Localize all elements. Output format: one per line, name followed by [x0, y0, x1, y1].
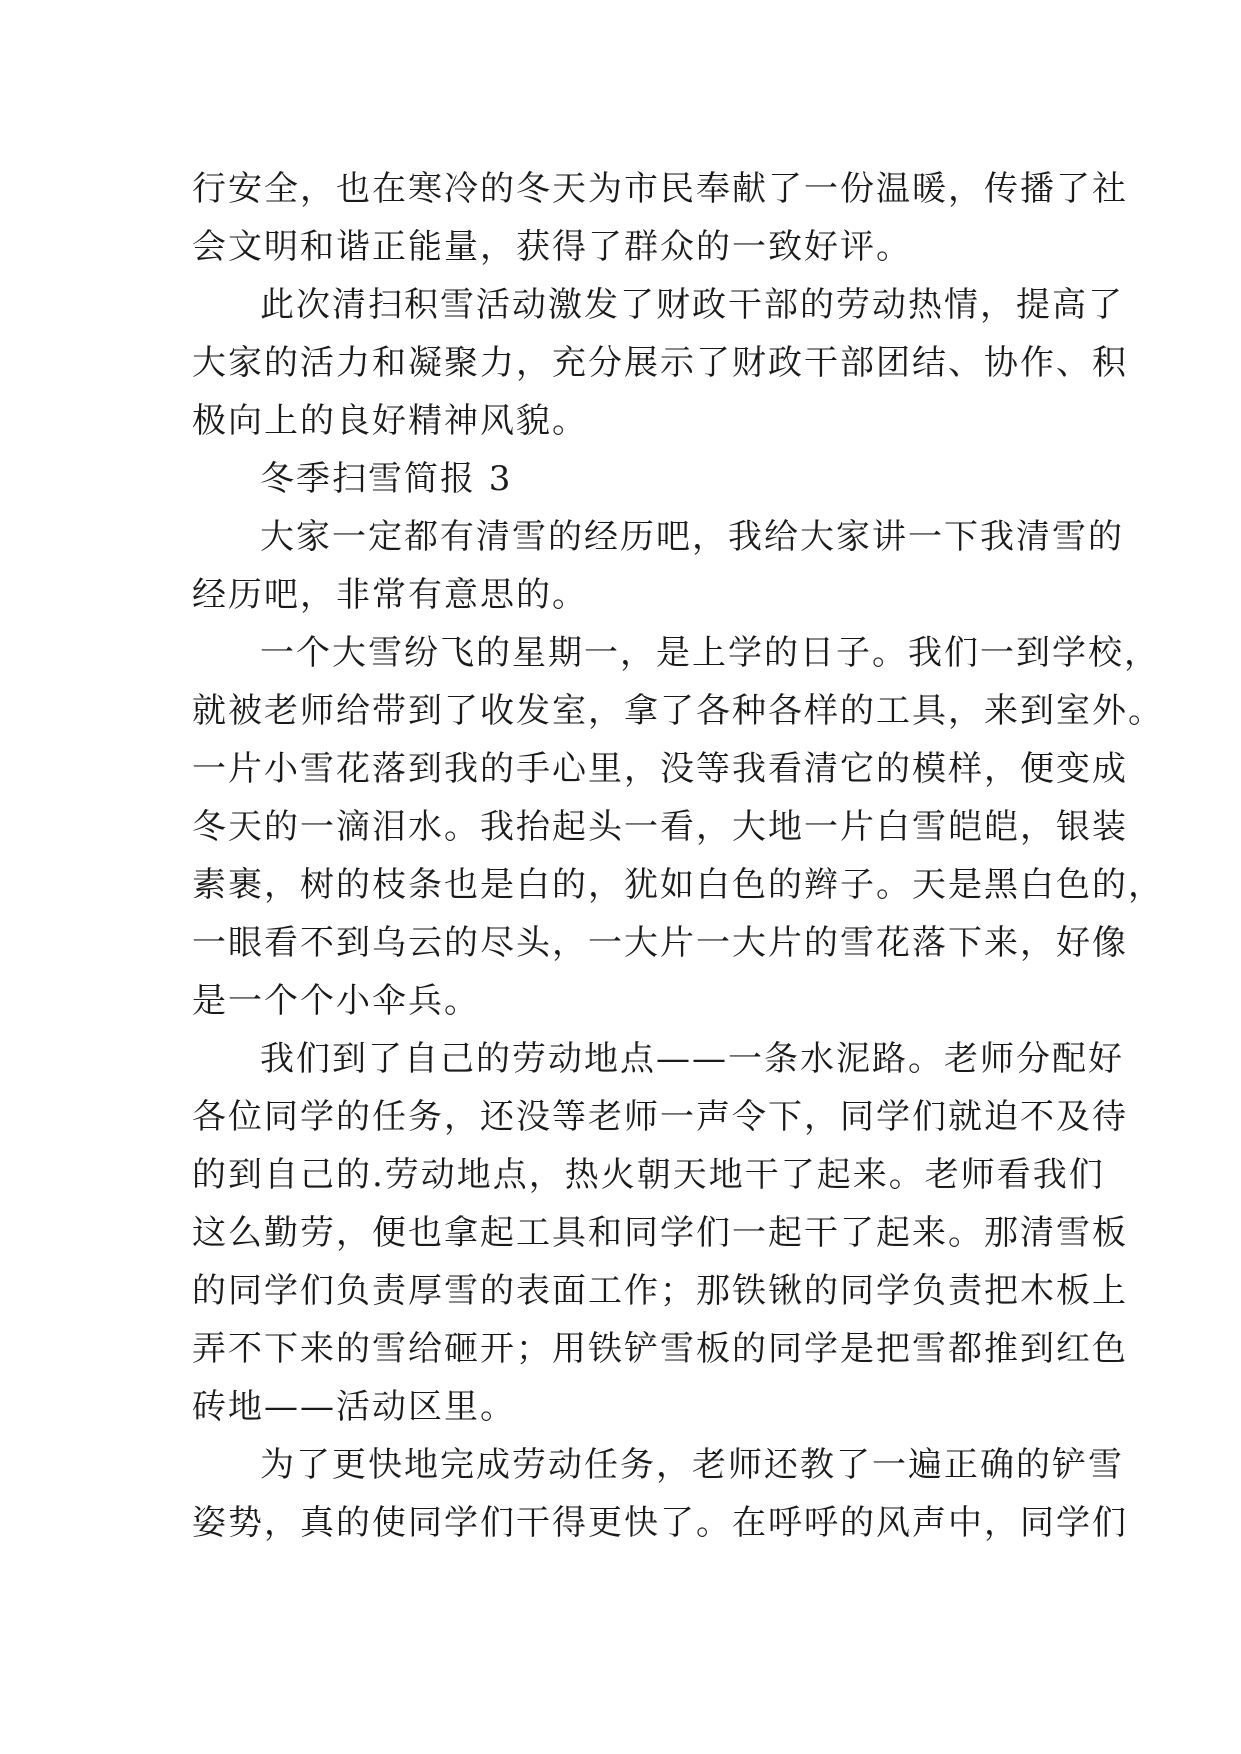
text-line: 就被老师给带到了收发室，拿了各种各样的工具，来到室外。 — [192, 691, 1164, 731]
text-line: 行安全，也在寒冷的冬天为市民奉献了一份温暖，传播了社 — [192, 169, 1128, 209]
document-body — [192, 160, 1164, 1552]
text-line: 砖地——活动区里。 — [192, 1387, 516, 1427]
text-line: 冬天的一滴泪水。我抬起头一看，大地一片白雪皑皑，银装 — [192, 807, 1128, 847]
text-line: 各位同学的任务，还没等老师一声令下，同学们就迫不及待 — [192, 1097, 1128, 1137]
text-line: 的同学们负责厚雪的表面工作；那铁锹的同学负责把木板上 — [192, 1271, 1128, 1311]
text-line: 一眼看不到乌云的尽头，一大片一大片的雪花落下来，好像 — [192, 923, 1128, 963]
text-line: 极向上的良好精神风貌。 — [192, 401, 588, 441]
text-line: 弄不下来的雪给砸开；用铁铲雪板的同学是把雪都推到红色 — [192, 1329, 1128, 1369]
text-line: 大家的活力和凝聚力，充分展示了财政干部团结、协作、积 — [192, 343, 1128, 383]
text-line: 是一个个小伞兵。 — [192, 981, 480, 1021]
text-line: 会文明和谐正能量，获得了群众的一致好评。 — [192, 227, 912, 267]
section-heading: 冬季扫雪简报 3 — [260, 459, 513, 499]
paragraph-start-line: 为了更快地完成劳动任务，老师还教了一遍正确的铲雪 — [260, 1445, 1124, 1485]
text-line: 一片小雪花落到我的手心里，没等我看清它的模样，便变成 — [192, 749, 1128, 789]
text-line: 这么勤劳，便也拿起工具和同学们一起干了起来。那清雪板 — [192, 1213, 1128, 1253]
text-line: 素裹，树的枝条也是白的，犹如白色的辫子。天是黑白色的， — [192, 865, 1164, 905]
paragraph-start-line: 一个大雪纷飞的星期一，是上学的日子。我们一到学校， — [260, 633, 1160, 673]
text-line: 姿势，真的使同学们干得更快了。在呼呼的风声中，同学们 — [192, 1503, 1128, 1543]
text-line: 的到自己的.劳动地点，热火朝天地干了起来。老师看我们 — [192, 1155, 1105, 1195]
text-line: 经历吧，非常有意思的。 — [192, 575, 588, 615]
paragraph-start-line: 大家一定都有清雪的经历吧，我给大家讲一下我清雪的 — [260, 517, 1124, 557]
paragraph-start-line: 此次清扫积雪活动激发了财政干部的劳动热情，提高了 — [260, 285, 1124, 325]
paragraph-start-line: 我们到了自己的劳动地点——一条水泥路。老师分配好 — [260, 1039, 1124, 1079]
